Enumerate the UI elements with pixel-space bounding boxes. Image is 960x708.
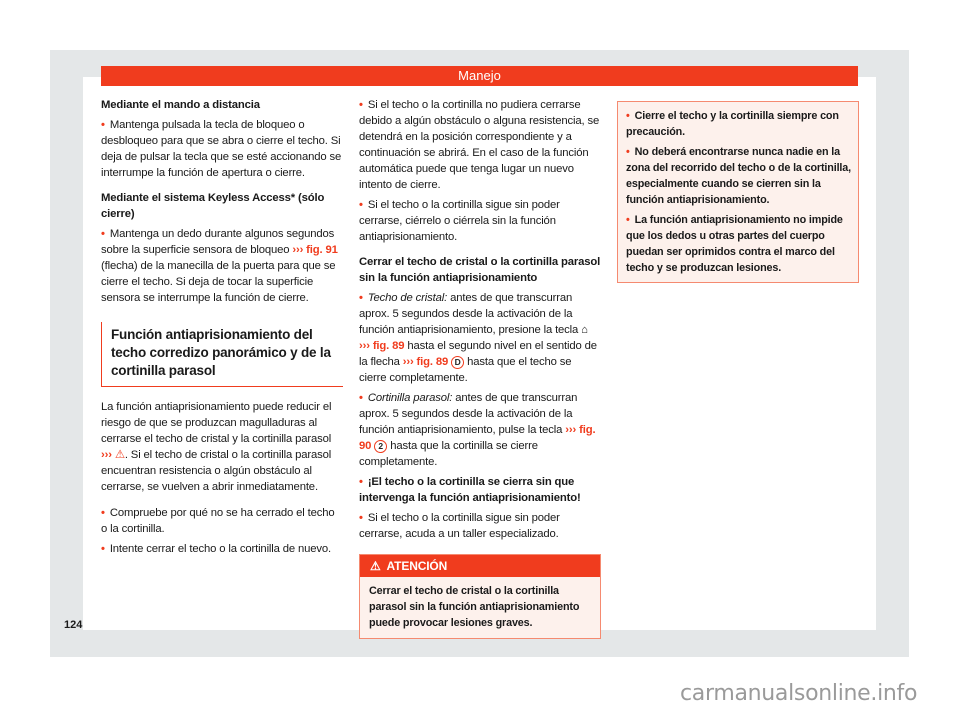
bullet-retry: • Intente cerrar el techo o la cortinilla de nuevo. [101,541,343,557]
bullet-remote: • Mantenga pulsada la tecla de bloqueo o desbloqueo para que se abra o cierre el techo. Si deja de pulsar la tecla que se esté accionando se interrumpe la función de apertura o cierre. [101,117,343,181]
fig-89-link-2[interactable]: ››› fig. 89 [402,356,449,368]
page-number: 124 [64,619,83,631]
note-item: • La función antiaprisionamiento no impide que los dedos u otras partes del cuerpo puedan ser oprimidos contra el marco del techo y se produzcan lesiones. [626,212,851,276]
bullet-keyless: • Mantenga un dedo durante algunos segundos sobre la superficie sensora de bloqueo ››› fig. 91 (flecha) de la manecilla de la puerta para que se cierre el techo. Si deja de tocar la superficie sensora se interrumpe la función de cierre. [101,226,343,306]
bullet-no-protection: • ¡El techo o la cortinilla se cierra sin que intervenga la función antiaprisionamiento! [359,474,601,506]
roof-key-icon: ⌂ [581,324,588,336]
bullet-check: • Compruebe por qué no se ha cerrado el techo o la cortinilla. [101,505,343,537]
intro-paragraph: La función antiaprisionamiento puede reducir el riesgo de que se produzcan magulladuras al cerrarse el techo de cristal y la cortinilla parasol ››› ⚠. Si el techo de cristal o la cortinilla parasol encuentran resistencia o algún obstáculo al cerrarse, se vuelven a abrir inmediatamente. [101,401,332,493]
warning-icon: ⚠ [370,559,381,573]
safety-note-box [617,101,859,283]
bullet-sunshade: • Cortinilla parasol: antes de que transcurran aprox. 5 segundos desde la activación de la función antiaprisionamiento, pulse la tecla ››› fig. 90 2 hasta que la cortinilla se cierre completamente. [359,390,601,470]
warning-body: Cerrar el techo de cristal o la cortinilla parasol sin la función antiaprisionamiento puede provocar lesiones graves. [369,585,580,629]
subheading-keyless: Mediante el sistema Keyless Access* (sólo cierre) [101,192,325,220]
right-column [617,101,859,283]
bullet-glass-roof: • Techo de cristal: antes de que transcurran aprox. 5 segundos desde la activación de la función antiaprisionamiento, presione la tecla ⌂ ››› fig. 89 hasta el segundo nivel en el sentido de la flecha ››› fig. 89 D hasta que el techo se cierre completamente. [359,290,601,386]
callout-d: D [451,356,464,369]
chapter-header: Manejo [101,66,858,86]
note-item: • No deberá encontrarse nunca nadie en la zona del recorrido del techo o de la cortinilla, especialmente cuando se cierren sin la función antiaprisionamiento. [626,144,851,208]
warning-box [359,554,601,639]
warning-link[interactable]: ››› [101,449,112,461]
note-item: • Cierre el techo y la cortinilla siempre con precaución. [626,108,851,140]
subheading-remote: Mediante el mando a distancia [101,99,260,111]
left-column [101,97,343,557]
subheading-close-without: Cerrar el techo de cristal o la cortinilla parasol sin la función antiaprisionamiento [359,256,601,284]
bullet-obstacle: • Si el techo o la cortinilla no pudiera cerrarse debido a algún obstáculo o alguna resistencia, se detendrá en la posición correspondiente y a continuación se abrirá. En el caso de la función automática puede que tenga lugar un nuevo intento de cierre. [359,97,601,193]
warning-title: ATENCIÓN [386,559,448,573]
fig-89-link[interactable]: ››› fig. 89 [359,340,405,352]
watermark: carmanualsonline.info [680,681,918,706]
middle-column [359,97,601,639]
callout-2: 2 [374,440,387,453]
fig-91-link[interactable]: ››› fig. 91 [292,244,338,256]
bullet-workshop: • Si el techo o la cortinilla sigue sin poder cerrarse, acuda a un taller especializado. [359,510,601,542]
section-title: Función antiaprisionamiento del techo corredizo panorámico y de la cortinilla parasol [101,322,343,387]
fig-90-link[interactable]: ››› fig. 90 [359,424,596,452]
bullet-still-fails: • Si el techo o la cortinilla sigue sin poder cerrarse, ciérrelo o ciérrela sin la función antiaprisionamiento. [359,197,601,245]
warning-triangle-icon[interactable]: ⚠ [114,449,125,461]
